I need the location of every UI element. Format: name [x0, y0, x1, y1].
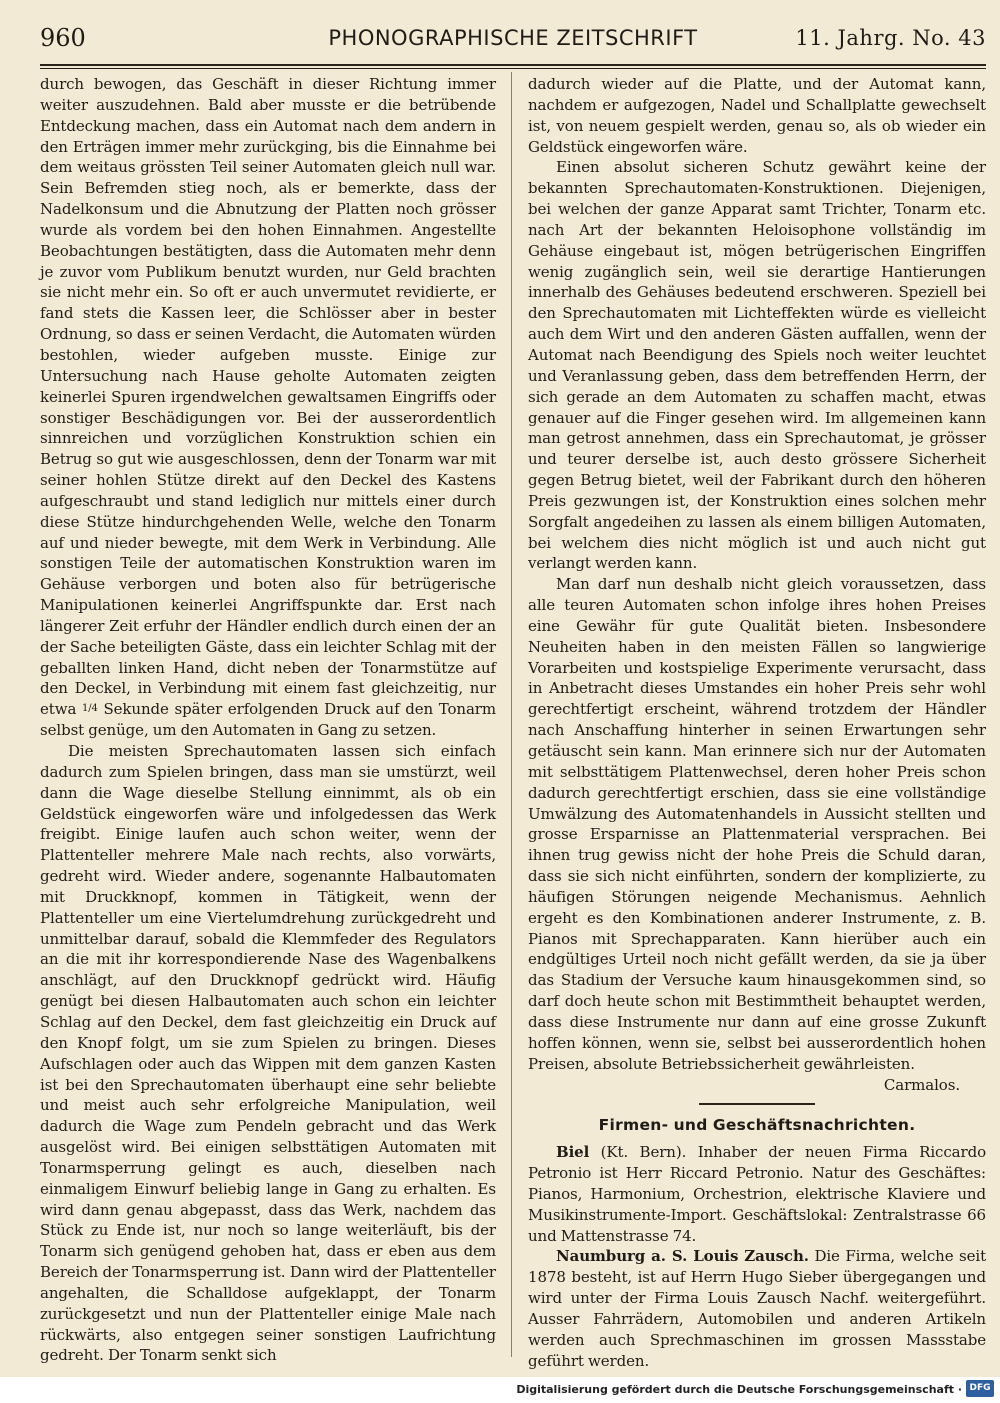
section-separator [699, 1103, 815, 1105]
left-column [40, 74, 496, 1366]
news-item-biel [528, 1142, 986, 1246]
right-paragraph-1: dadurch wieder auf die Platte, und der Automat kann, nachdem er aufgezogen, Nadel und Schallplatte gewechselt ist, von neuem gespielt werden, genau so, als ob wieder ein Geldstück eingeworfen wäre. [528, 75, 986, 156]
footer-credit: Digitalisierung gefördert durch die Deutsche Forschungsgemeinschaft · [516, 1383, 962, 1396]
news-item-place: Naumburg a. S. Louis Zausch. [556, 1247, 809, 1266]
left-paragraph-1 [40, 74, 496, 741]
dfg-logo[interactable]: DFG [966, 1380, 994, 1397]
news-item-text: (Kt. Bern). Inhaber der neuen Firma Riccardo Petronio ist Herr Riccard Petronio. Natur des Geschäftes: Pianos, Harmonium, Orchestrion, elektrische Klaviere und Musikinstrumente-Import. Geschäftslokal: Zentralstrasse 66 und Mattenstrasse 74. [528, 1143, 987, 1245]
digitization-footer [0, 1377, 1000, 1403]
left-paragraph-1-end: Sekunde später erfolgenden Druck auf den Tonarm selbst genüge, um den Automaten in Gang zu setzen. [40, 700, 497, 740]
fraction: 1/4 [81, 703, 98, 715]
section-title: Firmen- und Geschäftsnachrichten. [598, 1116, 916, 1135]
page-header [40, 20, 986, 60]
header-rule [40, 64, 986, 69]
left-paragraph-1-text: durch bewogen, das Geschäft in dieser Richtung immer weiter auszudehnen. Bald aber musste er die betrübende Entdeckung machen, dass ein Automat nach dem andern in den Erträgen immer mehr zurückging, bis die Einnahme bei dem weitaus grössten Teil seiner Automaten gleich null war. Sein Befremden stieg noch, als er bemerkte, dass der Nadelkonsum und die Abnutzung der Platten noch grösser wurde als vordem bei den hohen Einnahmen. Angestellte Beobachtungen bestätigten, dass die Automaten mehr denn je zuvor vom Publikum benutzt wurden, nur Geld brachten sie nicht mehr ein. So oft er auch unvermutet revidierte, er fand stets die Kassen leer, die Schlösser aber in bester Ordnung, so dass er seinen Verdacht, die Automaten würden bestohlen, wieder aufgeben musste. Einige zur Untersuchung nach Hause geholte Automaten zeigten keinerlei Spuren irgendwelchen gewaltsamen Eingriffs oder sonstiger Beschädigungen vor. Bei der ausserordentlich sinnreichen und vorzüglichen Konstruktion schien ein Betrug so gut wie ausgeschlossen, denn der Tonarm war mit seiner hohlen Stütze direkt auf den Deckel des Kastens aufgeschraubt und stand lediglich nur mittels einer durch diese Stütze hindurchgehenden Welle, welche den Tonarm auf und nieder bewegte, mit dem Werk in Verbindung. Alle sonstigen Teile der automatischen Konstruktion waren im Gehäuse verborgen und boten also für betrügerische Manipulationen keinerlei Angriffspunkte dar. Erst nach längerer Zeit erfuhr der Händler endlich durch einen der an der Sache beteiligten Gäste, dass ein leichter Schlag mit der geballten linken Hand, dicht neben der Tonarmstütze auf den Deckel, in Verbindung mit einem fast gleichzeitig, nur etwa [40, 75, 496, 719]
left-paragraph-2: Die meisten Sprechautomaten lassen sich einfach dadurch zum Spielen bringen, dass man sie umstürzt, weil dann die Wage dieselbe Stellung einnimmt, als ob ein Geldstück eingeworfen wäre und infolgedessen das Werk freigibt. Einige laufen auch schon weiter, wenn der Plattenteller mehrere Male nach rechts, also vorwärts, gedreht wird. Wieder andere, sogenannte Halbautomaten mit Druckknopf, kommen in Tätigkeit, wenn der Plattenteller um eine Viertelumdrehung zurückgedreht und unmittelbar darauf, sobald die Klemmfeder des Regulators an die mit ihr korrespondierende Nase des Wagenbalkens anschlägt, auf den Druckknopf gedrückt wird. Häufig genügt bei diesen Halbautomaten auch schon ein leichter Schlag auf den Deckel, dem fast gleichzeitig ein Druck auf den Knopf folgt, um sie zum Spielen zu bringen. Dieses Aufschlagen oder auch das Wippen mit dem ganzen Kasten ist bei den Sprechautomaten überhaupt eine sehr beliebte und meist auch sehr erfolgreiche Manipulation, weil dadurch die Wage zum Pendeln gebracht und das Werk ausgelöst wird. Bei einigen selbsttätigen Automaten mit Tonarmsperrung gelingt es auch, dieselben nach einmaligem Einwurf beliebig lange in Gang zu erhalten. Es wird dann genau abgepasst, dass das Werk, nachdem das Stück zu Ende ist, nur noch so lange weiterläuft, bis der Tonarm sich genügend gehoben hat, dass er eben aus dem Bereich der Tonarmsperrung ist. Dann wird der Plattenteller angehalten, die Schalldose aufgeklappt, der Tonarm zurückgesetzt und nun der Plattenteller einige Male nach rückwärts, also entgegen seiner sonstigen Laufrichtung gedreht. Der Tonarm senkt sich [40, 742, 496, 1365]
issue-label: 11. Jahrg. No. 43 [795, 26, 986, 50]
right-paragraph-2: Einen absolut sicheren Schutz gewährt keine der bekannten Sprechautomaten-Konstruktionen. Diejenigen, bei welchen der ganze Apparat samt Trichter, Tonarm etc. nach Art der bekannten Heloisophone vollständig im Gehäuse eingebaut ist, mögen betrügerischen Eingriffen wenig zugänglich sein, weil sie derartige Hantierungen innerhalb des Gehäuses bedeutend erschweren. Speziell bei den Sprechautomaten mit Lichteffekten würde es vielleicht auch dem Wirt und den anderen Gästen auffallen, wenn der Automat nach Beendigung des Spiels noch weiter leuchtet und Veranlassung geben, dass dem betreffenden Herrn, der sich gerade an dem Automaten zu schaffen macht, etwas genauer auf die Finger gesehen wird. Im allgemeinen kann man getrost annehmen, dass ein Sprechautomat, je grösser und teurer derselbe ist, auch desto grössere Sicherheit gegen Betrug bietet, weil der Fabrikant durch den höheren Preis gezwungen ist, der Konstruktion eines solchen mehr Sorgfalt angedeihen zu lassen als einem billigen Automaten, bei welchem dies nicht möglich ist und auch nicht gut verlangt werden kann. [528, 158, 986, 573]
page-number: 960 [40, 24, 86, 52]
column-divider [511, 72, 512, 1357]
right-paragraph-3: Man darf nun deshalb nicht gleich voraussetzen, dass alle teuren Automaten schon infolge ihres hohen Preises eine Gewähr für gute Qualität bieten. Insbesondere Neuheiten haben in den meisten Fällen so langwierige Vorarbeiten und kostspielige Experimente verursacht, dass in Anbetracht dieses Umstandes ein hoher Preis sehr wohl gerechtfertigt erscheint, während trotzdem der Händler nach Anschaffung hinterher in seinen Erwartungen sehr getäuscht sein kann. Man erinnere sich nur der Automaten mit selbsttätigem Plattenwechsel, deren hoher Preis schon dadurch gerechtfertigt erschien, dass sie eine vollständige Umwälzung des Automatenhandels in Aussicht stellten und grosse Ersparnisse an Plattenmaterial versprachen. Bei ihnen trug gewiss nicht der hohe Preis die Schuld daran, dass sie sich nicht einführten, sondern der komplizierte, zu häufigen Störungen neigende Mechanismus. Aehnlich ergeht es den Kombinationen anderer Instrumente, z. B. Pianos mit Sprechapparaten. Kann hierüber auch ein endgültiges Urteil noch nicht gefällt werden, da sie ja über das Stadium der Versuche kaum hinausgekommen sind, so darf doch heute schon mit Bestimmtheit behauptet werden, dass diese Instrumente nur dann auf eine grosse Zukunft hoffen können, wenn sie, selbst bei ausserordentlich hohen Preisen, absolute Betriebssicherheit gewährleisten. [528, 575, 986, 1073]
news-item-text: Die Firma, welche seit 1878 besteht, ist auf Herrn Hugo Sieber übergegangen und wird unter der Firma Louis Zausch Nachf. weitergeführt. Ausser Fahrrädern, Automobilen und anderen Artikeln werden auch Sprechmaschinen im grossen Massstabe geführt werden. [528, 1247, 987, 1370]
news-item-place: Biel [556, 1143, 590, 1162]
journal-title: PHONOGRAPHISCHE ZEITSCHRIFT [328, 26, 698, 50]
right-column [528, 74, 986, 1371]
news-item-naumburg [528, 1246, 986, 1371]
author-signature: Carmalos. [883, 1075, 960, 1094]
